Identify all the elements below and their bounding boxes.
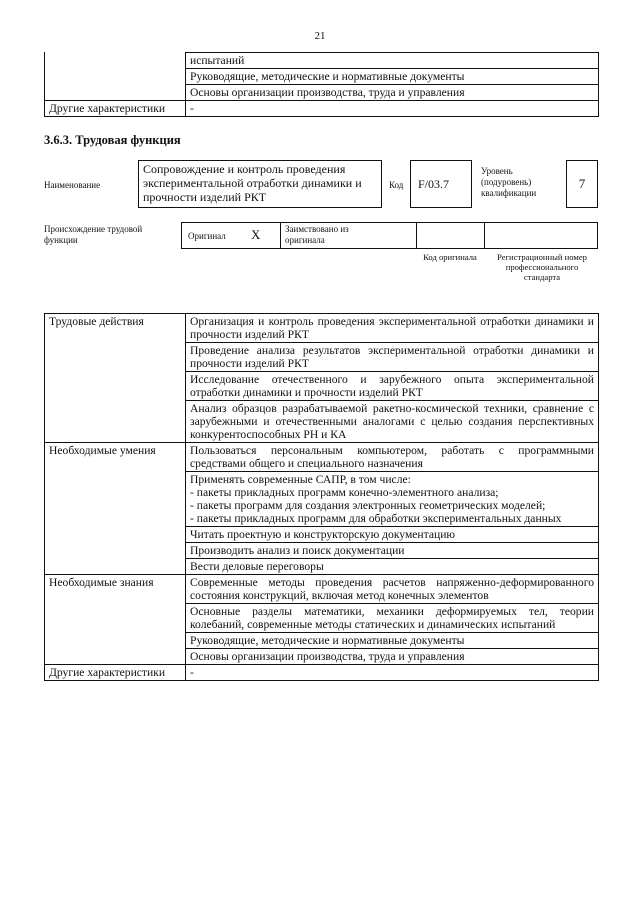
group-item: Исследование отечественного и зарубежного опыта экспериментальной отработки динамики и прочности изделий РКТ: [186, 372, 599, 401]
table-row: [45, 69, 599, 85]
row-value: -: [186, 101, 599, 117]
group-item: Основные разделы математики, механики деформируемых тел, теории колебаний, современные методы статических и динамических испытаний: [186, 604, 599, 633]
group-item: Анализ образцов разрабатываемой ракетно-космической техники, сравнение с зарубежными и отечественными аналогами с целью создания перспективных конкурентоспособных РН и КА: [186, 401, 599, 443]
table-row: [45, 53, 599, 69]
row-label: [45, 85, 186, 101]
group-label: Другие характеристики: [45, 665, 186, 681]
table-row: [45, 443, 599, 472]
level-label: Уровень (подуровень) квалификации: [481, 166, 537, 198]
code-label: Код: [389, 180, 404, 190]
group-item: Организация и контроль проведения экспериментальной отработки динамики и прочности изделий РКТ: [186, 314, 599, 343]
table-row: [45, 85, 599, 101]
row-value: Основы организации производства, труда и управления: [186, 85, 599, 101]
table-row: [45, 101, 599, 117]
original-label: Оригинал: [188, 231, 226, 241]
section-title: 3.6.3. Трудовая функция: [44, 133, 181, 147]
page-number: 21: [314, 30, 326, 42]
table-row: [45, 314, 599, 343]
work-function-table: [44, 313, 599, 681]
table-row: [45, 575, 599, 604]
origin-row: [181, 222, 598, 249]
continuation-table: [44, 52, 599, 117]
row-value: Руководящие, методические и нормативные документы: [186, 69, 599, 85]
group-label: Необходимые знания: [45, 575, 186, 665]
group-label: Трудовые действия: [45, 314, 186, 443]
group-item: Основы организации производства, труда и управления: [186, 649, 599, 665]
row-label: [45, 69, 186, 85]
group-item: Руководящие, методические и нормативные документы: [186, 633, 599, 649]
borrowed-label: Заимствовано из оригинала: [285, 224, 349, 245]
origin-divider-2: [416, 222, 417, 249]
group-item: Производить анализ и поиск документации: [186, 543, 599, 559]
origin-divider-1: [280, 222, 281, 249]
original-mark: X: [251, 227, 261, 242]
function-name-value: Сопровождение и контроль проведения экспериментальной отработки динамики и прочности изделий РКТ: [143, 162, 362, 204]
row-label: Другие характеристики: [45, 101, 186, 117]
group-item: Пользоваться персональным компьютером, работать с программными средствами общего и специального назначения: [186, 443, 599, 472]
name-label: Наименование: [44, 180, 101, 190]
group-item: Читать проектную и конструкторскую документацию: [186, 527, 599, 543]
code-value: F/03.7: [418, 177, 450, 191]
origin-label: Происхождение трудовой функции: [44, 224, 143, 245]
level-value: 7: [578, 176, 586, 191]
group-item: Современные методы проведения расчетов напряженно-деформированного состояния конструкций, включая метод конечных элементов: [186, 575, 599, 604]
origin-divider-3: [484, 222, 485, 249]
code-original-caption: Код оригинала: [423, 252, 477, 262]
group-item: Проведение анализа результатов экспериментальной отработки динамики и прочности изделий РКТ: [186, 343, 599, 372]
group-item: Вести деловые переговоры: [186, 559, 599, 575]
row-label: [45, 53, 186, 69]
group-item: -: [186, 665, 599, 681]
group-item: Применять современные САПР, в том числе: - пакеты прикладных программ конечно-элементного анализа; - пакеты программ для создания электронных геометрических моделей; - пакеты прикладных программ для обработки экспериментальных данных: [186, 472, 599, 527]
registration-number-caption: Регистрационный номер профессионального стандарта: [497, 252, 587, 282]
group-label: Необходимые умения: [45, 443, 186, 575]
row-value: испытаний: [186, 53, 599, 69]
table-row: [45, 665, 599, 681]
